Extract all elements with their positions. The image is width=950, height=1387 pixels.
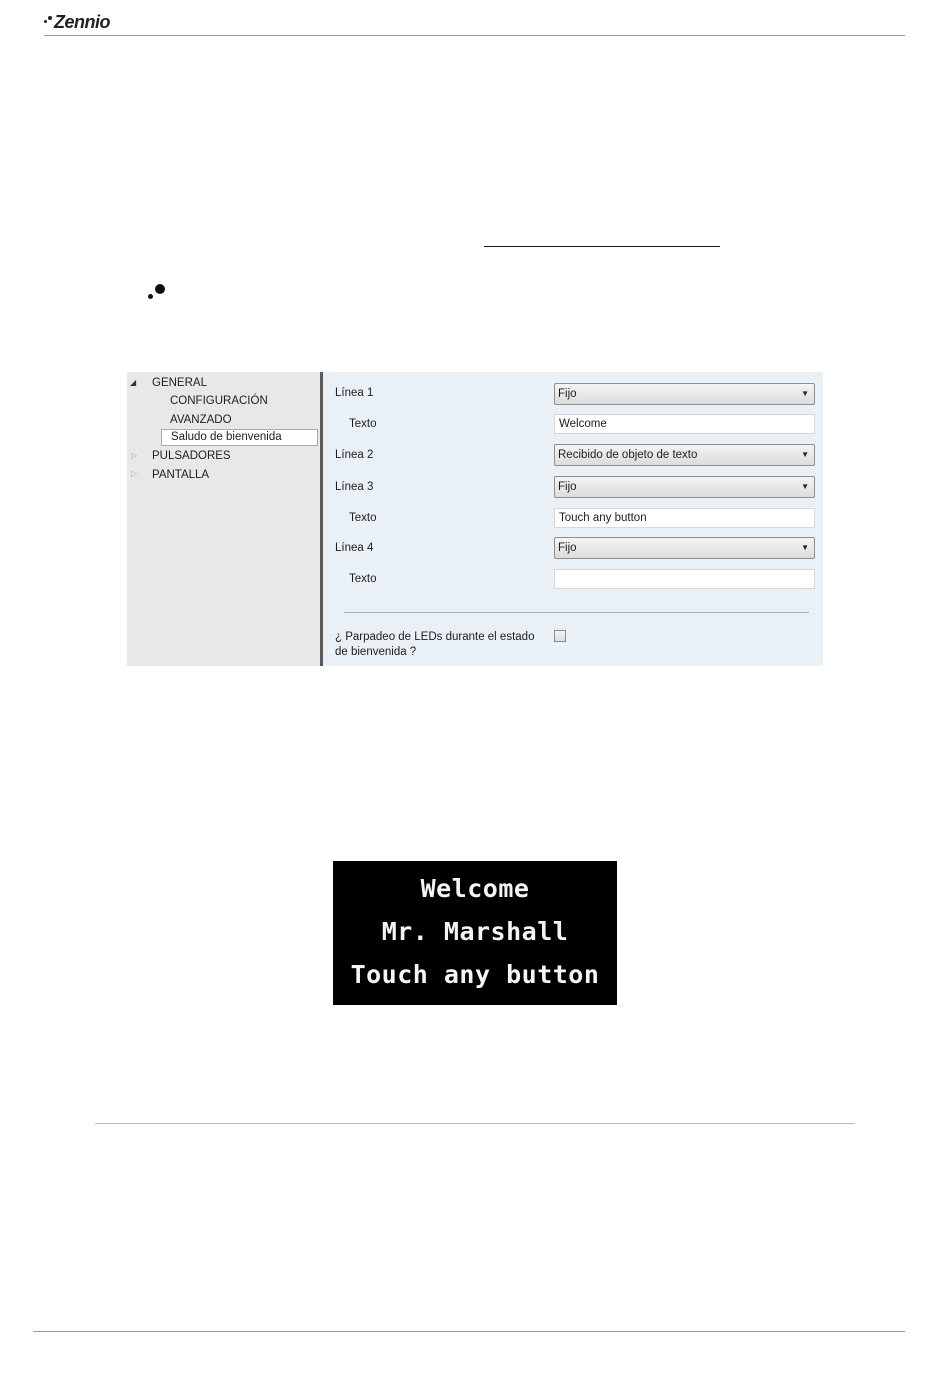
lcd-display [333,861,617,1005]
tree-item-pantalla[interactable]: PANTALLA [152,469,210,481]
tree-item-configuracion[interactable]: CONFIGURACIÓN [170,395,268,407]
header-divider [44,35,905,36]
ets-parameter-window [127,372,823,666]
dropdown-arrow-icon: ▼ [801,450,809,459]
linea4-select[interactable] [554,537,815,559]
zennio-logo [44,10,110,34]
zennio-bullet-icon [147,284,167,304]
section-separator [344,612,809,613]
tree-item-saludo-de-bienvenida[interactable]: Saludo de bienvenida [161,429,318,446]
footer-divider [33,1331,905,1332]
linea3-texto-label: Texto [349,512,377,524]
collapse-arrow-icon[interactable]: ▷ [131,469,138,478]
logo-text: Zennio [54,11,110,32]
linea1-texto-label: Texto [349,418,377,430]
linea2-select[interactable] [554,444,815,466]
collapse-arrow-icon[interactable]: ▷ [131,451,138,460]
logo-dots-icon [44,13,54,31]
linea4-label: Línea 4 [335,542,374,554]
linea3-select[interactable] [554,476,815,498]
linea4-texto-label: Texto [349,573,377,585]
linea3-label: Línea 3 [335,481,374,493]
linea4-select-value: Fijo [558,542,577,554]
tree-item-pulsadores[interactable]: PULSADORES [152,450,231,462]
dropdown-arrow-icon: ▼ [801,389,809,398]
leds-blink-checkbox[interactable] [554,630,566,642]
leds-blink-label: ¿ Parpadeo de LEDs durante el estado de bienvenida ? [335,631,535,658]
linea1-select[interactable] [554,383,815,405]
display-line-2: Mr. Marshall [381,917,569,946]
parameter-tree [127,372,320,666]
display-line-3: Touch any button [350,960,600,989]
linea3-texto-input[interactable]: Touch any button [554,508,815,528]
linea1-label: Línea 1 [335,387,374,399]
display-line-1: Welcome [420,874,530,903]
linea2-select-value: Recibido de objeto de texto [558,449,698,461]
linea4-texto-input[interactable] [554,569,815,589]
underline-rule [484,246,720,247]
dropdown-arrow-icon: ▼ [801,543,809,552]
linea2-label: Línea 2 [335,449,374,461]
content-divider [95,1123,855,1124]
linea1-texto-input[interactable]: Welcome [554,414,815,434]
tree-item-avanzado[interactable]: AVANZADO [170,414,232,426]
dropdown-arrow-icon: ▼ [801,482,809,491]
expand-arrow-icon[interactable]: ◢ [130,378,137,387]
linea1-select-value: Fijo [558,388,577,400]
linea3-select-value: Fijo [558,481,577,493]
panel-divider[interactable] [320,372,323,666]
tree-item-general[interactable]: GENERAL [152,377,207,389]
